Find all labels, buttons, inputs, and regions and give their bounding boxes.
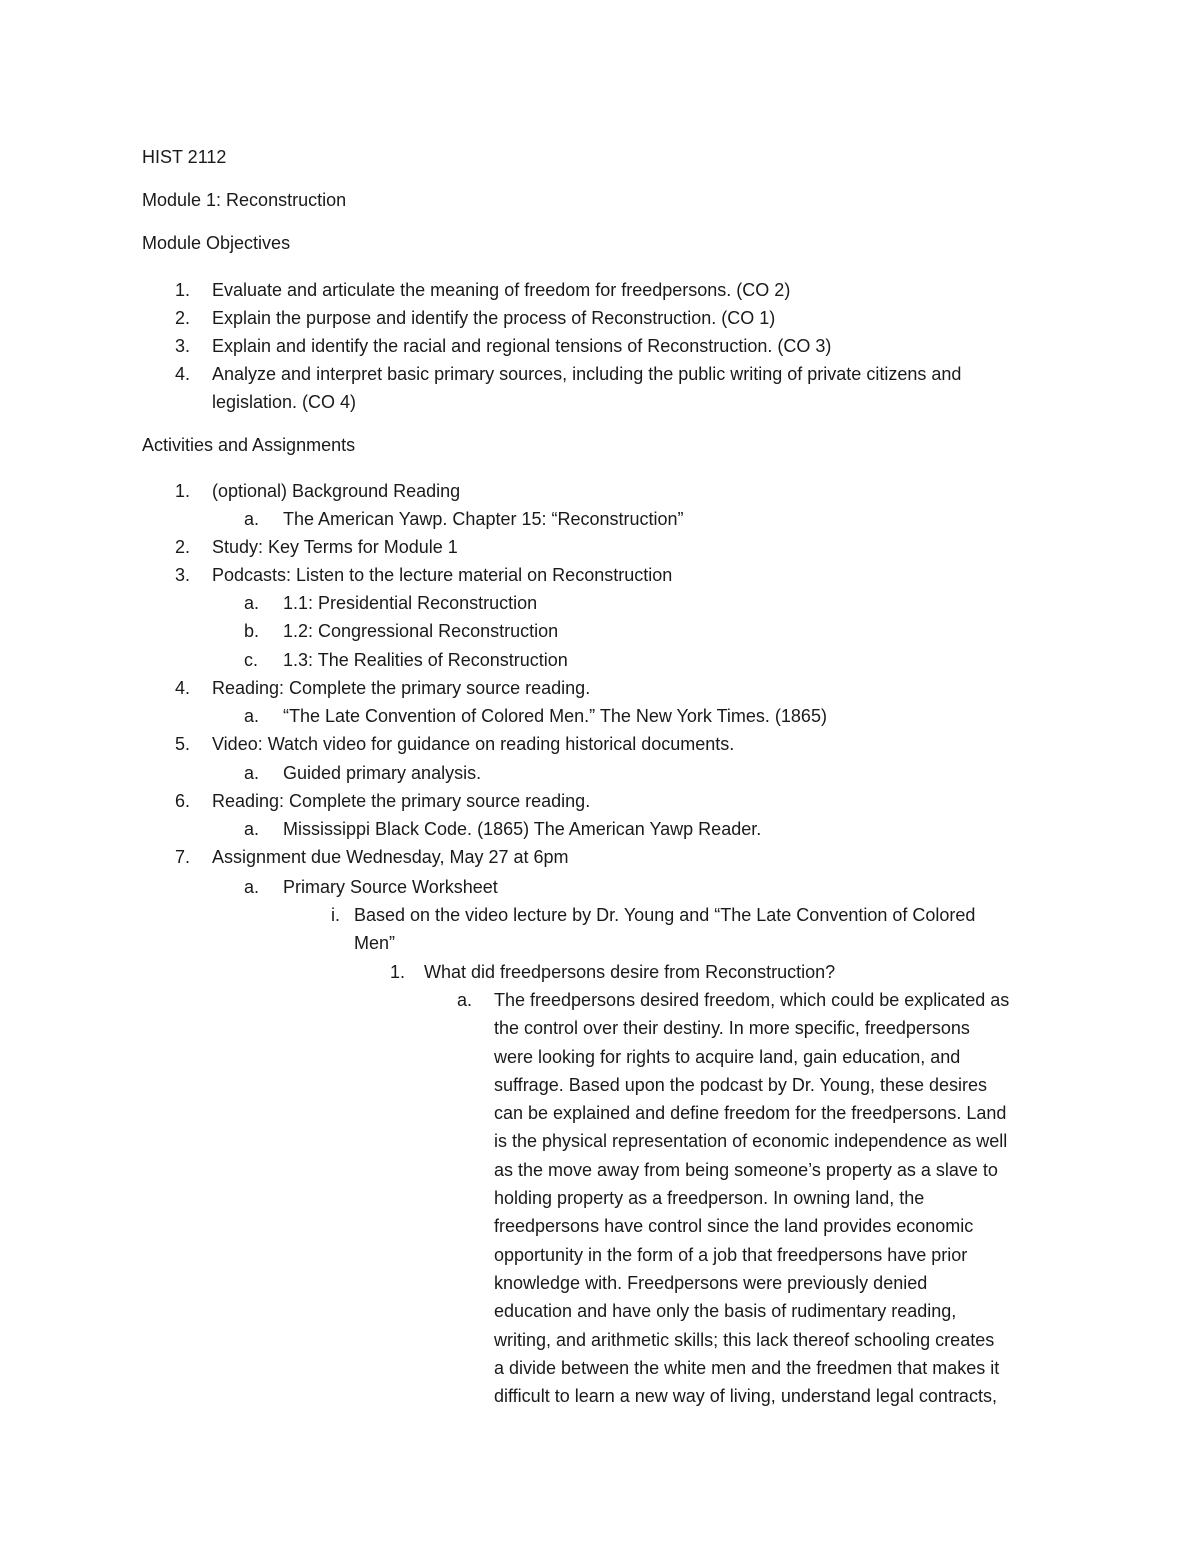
roman-numeral: i.: [331, 905, 340, 925]
activity-number: 2.: [174, 537, 190, 557]
sub-item-text: Primary Source Worksheet: [283, 877, 498, 897]
sub-item-text: Mississippi Black Code. (1865) The American Yawp Reader.: [283, 819, 762, 839]
worksheet-prompt: Based on the video lecture by Dr. Young and “The Late Convention of Colored: [354, 905, 976, 925]
answer-line: education and have only the basis of rudimentary reading,: [494, 1301, 957, 1322]
activity-text: Video: Watch video for guidance on reading historical documents.: [212, 734, 735, 754]
module-title: Module 1: Reconstruction: [142, 190, 347, 210]
activities-heading: Activities and Assignments: [142, 435, 356, 455]
sub-item-letter: a.: [244, 706, 260, 726]
answer-line: holding property as a freedperson. In owning land, the: [494, 1188, 925, 1209]
activity-text: Study: Key Terms for Module 1: [212, 537, 458, 557]
objective-number: 3.: [174, 336, 190, 356]
objective-text: Analyze and interpret basic primary sources, including the public writing of private citizens and: [212, 364, 962, 384]
answer-line: suffrage. Based upon the podcast by Dr. Young, these desires: [494, 1074, 988, 1095]
sub-item-text: The American Yawp. Chapter 15: “Reconstruction”: [283, 509, 684, 529]
answer-line: as the move away from being someone’s property as a slave to: [494, 1159, 998, 1180]
answer-paragraph: [494, 986, 1074, 1410]
sub-item-text: “The Late Convention of Colored Men.” The New York Times. (1865): [283, 706, 827, 726]
question-text: What did freedpersons desire from Reconstruction?: [424, 962, 836, 982]
activity-text: Assignment due Wednesday, May 27 at 6pm: [212, 847, 569, 867]
activity-text: Podcasts: Listen to the lecture material on Reconstruction: [212, 565, 673, 585]
sub-item-text: 1.1: Presidential Reconstruction: [283, 593, 538, 613]
objective-text: Explain the purpose and identify the process of Reconstruction. (CO 1): [212, 308, 776, 328]
sub-item-text: Guided primary analysis.: [283, 763, 482, 783]
sub-item-text: 1.3: The Realities of Reconstruction: [283, 650, 568, 670]
answer-line: freedpersons have control since the land provides economic: [494, 1216, 974, 1237]
activity-text: (optional) Background Reading: [212, 481, 461, 501]
sub-item-letter: a.: [244, 877, 260, 897]
sub-item-letter: b.: [244, 621, 260, 641]
objective-text-continued: legislation. (CO 4): [212, 392, 357, 412]
objective-number: 2.: [174, 308, 190, 328]
activity-number: 4.: [174, 678, 190, 698]
objective-text: Explain and identify the racial and regional tensions of Reconstruction. (CO 3): [212, 336, 832, 356]
course-code: HIST 2112: [142, 147, 227, 167]
answer-line: were looking for rights to acquire land, gain education, and: [494, 1046, 961, 1067]
answer-line: can be explained and define freedom for the freedpersons. Land: [494, 1103, 1007, 1124]
sub-item-letter: a.: [244, 819, 260, 839]
activity-number: 1.: [174, 481, 190, 501]
answer-line: difficult to learn a new way of living, understand legal contracts,: [494, 1386, 997, 1407]
answer-line: The freedpersons desired freedom, which could be explicated as: [494, 990, 1010, 1010]
sub-item-letter: a.: [244, 593, 260, 613]
activity-number: 7.: [174, 847, 190, 867]
worksheet-prompt-continued: Men”: [354, 933, 396, 953]
answer-line: writing, and arithmetic skills; this lack thereof schooling creates: [494, 1329, 995, 1350]
answer-letter: a.: [457, 990, 473, 1010]
objective-text: Evaluate and articulate the meaning of freedom for freedpersons. (CO 2): [212, 280, 791, 300]
answer-line: the control over their destiny. In more specific, freedpersons: [494, 1018, 970, 1039]
answer-line: knowledge with. Freedpersons were previously denied: [494, 1272, 928, 1293]
answer-line: a divide between the white men and the freedmen that makes it: [494, 1357, 1000, 1378]
question-number: 1.: [389, 962, 405, 982]
activity-text: Reading: Complete the primary source reading.: [212, 791, 591, 811]
objective-number: 4.: [174, 364, 190, 384]
activity-number: 5.: [174, 734, 190, 754]
activity-number: 6.: [174, 791, 190, 811]
answer-line: is the physical representation of economic independence as well: [494, 1131, 1008, 1152]
answer-line: opportunity in the form of a job that freedpersons have prior: [494, 1244, 968, 1265]
objectives-heading: Module Objectives: [142, 233, 291, 253]
sub-item-letter: a.: [244, 509, 260, 529]
objective-number: 1.: [174, 280, 190, 300]
activity-number: 3.: [174, 565, 190, 585]
sub-item-text: 1.2: Congressional Reconstruction: [283, 621, 559, 641]
activity-text: Reading: Complete the primary source reading.: [212, 678, 591, 698]
sub-item-letter: a.: [244, 763, 260, 783]
sub-item-letter: c.: [244, 650, 259, 670]
